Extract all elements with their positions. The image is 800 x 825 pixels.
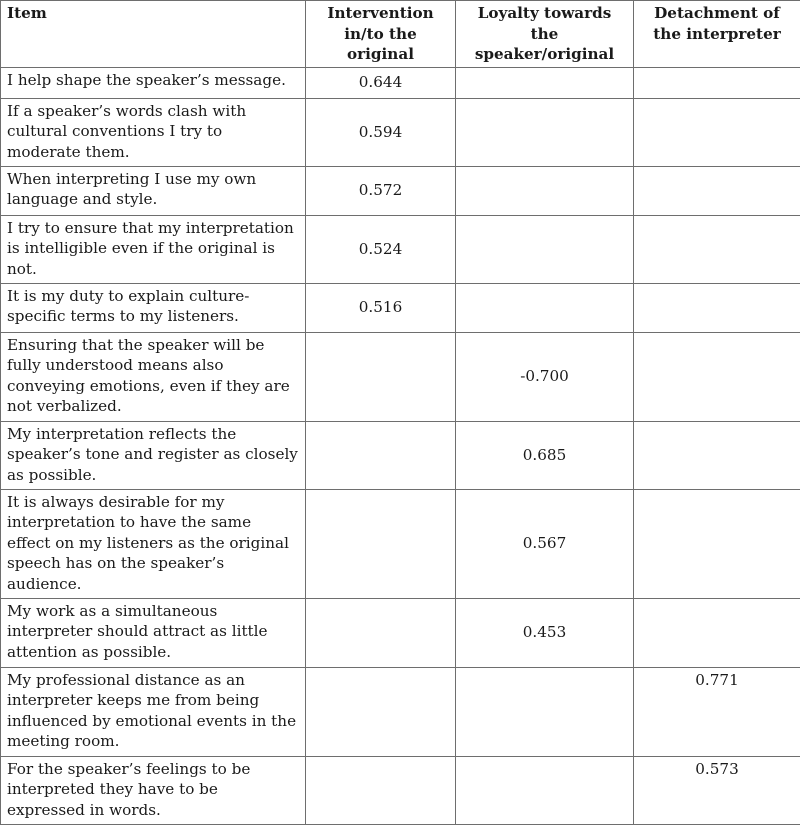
loyalty-cell	[456, 166, 634, 215]
table-row	[1, 215, 800, 283]
item-cell: If a speaker’s words clash with cultural conventions I try to moderate them.	[1, 98, 306, 166]
item-cell: My professional distance as an interpreter keeps me from being influenced by emotional events in the meeting room.	[1, 667, 306, 756]
loyalty-cell: 0.685	[456, 421, 634, 489]
header-row	[1, 1, 800, 68]
detachment-cell	[634, 166, 800, 215]
table-row	[1, 667, 800, 756]
intervention-cell: 0.572	[306, 166, 456, 215]
header-intervention: Intervention in/to the original	[306, 1, 456, 68]
detachment-cell	[634, 98, 800, 166]
item-cell: When interpreting I use my own language and style.	[1, 166, 306, 215]
intervention-cell	[306, 421, 456, 489]
intervention-cell	[306, 598, 456, 667]
item-cell: My work as a simultaneous interpreter should attract as little attention as possible.	[1, 598, 306, 667]
intervention-cell	[306, 756, 456, 824]
intervention-cell: 0.524	[306, 215, 456, 283]
table-row	[1, 283, 800, 332]
detachment-cell: 0.771	[634, 667, 800, 756]
loyalty-cell: 0.567	[456, 489, 634, 598]
detachment-cell	[634, 332, 800, 421]
item-cell: It is always desirable for my interpretation to have the same effect on my listeners as the original speech has on the speaker’s audience.	[1, 489, 306, 598]
header-item: Item	[1, 1, 306, 68]
loyalty-cell	[456, 756, 634, 824]
header-detachment: Detachment of the interpreter	[634, 1, 800, 68]
detachment-cell	[634, 283, 800, 332]
detachment-cell: 0.573	[634, 756, 800, 824]
table-row	[1, 421, 800, 489]
table-row	[1, 756, 800, 824]
intervention-cell	[306, 667, 456, 756]
table-row	[1, 98, 800, 166]
item-cell: It is my duty to explain culture-specific terms to my listeners.	[1, 283, 306, 332]
item-cell: I try to ensure that my interpretation is intelligible even if the original is not.	[1, 215, 306, 283]
intervention-cell	[306, 489, 456, 598]
loyalty-cell	[456, 667, 634, 756]
table-row	[1, 332, 800, 421]
loyalty-cell: 0.453	[456, 598, 634, 667]
detachment-cell	[634, 598, 800, 667]
item-cell: My interpretation reflects the speaker’s tone and register as closely as possible.	[1, 421, 306, 489]
loyalty-cell	[456, 67, 634, 98]
intervention-cell: 0.644	[306, 67, 456, 98]
detachment-cell	[634, 67, 800, 98]
item-cell: Ensuring that the speaker will be fully understood means also conveying emotions, even if they are not verbalized.	[1, 332, 306, 421]
intervention-cell	[306, 332, 456, 421]
loyalty-cell: -0.700	[456, 332, 634, 421]
header-loyalty: Loyalty towards the speaker/original	[456, 1, 634, 68]
detachment-cell	[634, 421, 800, 489]
detachment-cell	[634, 489, 800, 598]
loyalty-cell	[456, 98, 634, 166]
item-cell: For the speaker’s feelings to be interpreted they have to be expressed in words.	[1, 756, 306, 824]
intervention-cell: 0.594	[306, 98, 456, 166]
table-row	[1, 67, 800, 98]
intervention-cell: 0.516	[306, 283, 456, 332]
loyalty-cell	[456, 283, 634, 332]
detachment-cell	[634, 215, 800, 283]
loyalty-cell	[456, 215, 634, 283]
table-row	[1, 598, 800, 667]
item-cell: I help shape the speaker’s message.	[1, 67, 306, 98]
table-row	[1, 489, 800, 598]
table-row	[1, 166, 800, 215]
